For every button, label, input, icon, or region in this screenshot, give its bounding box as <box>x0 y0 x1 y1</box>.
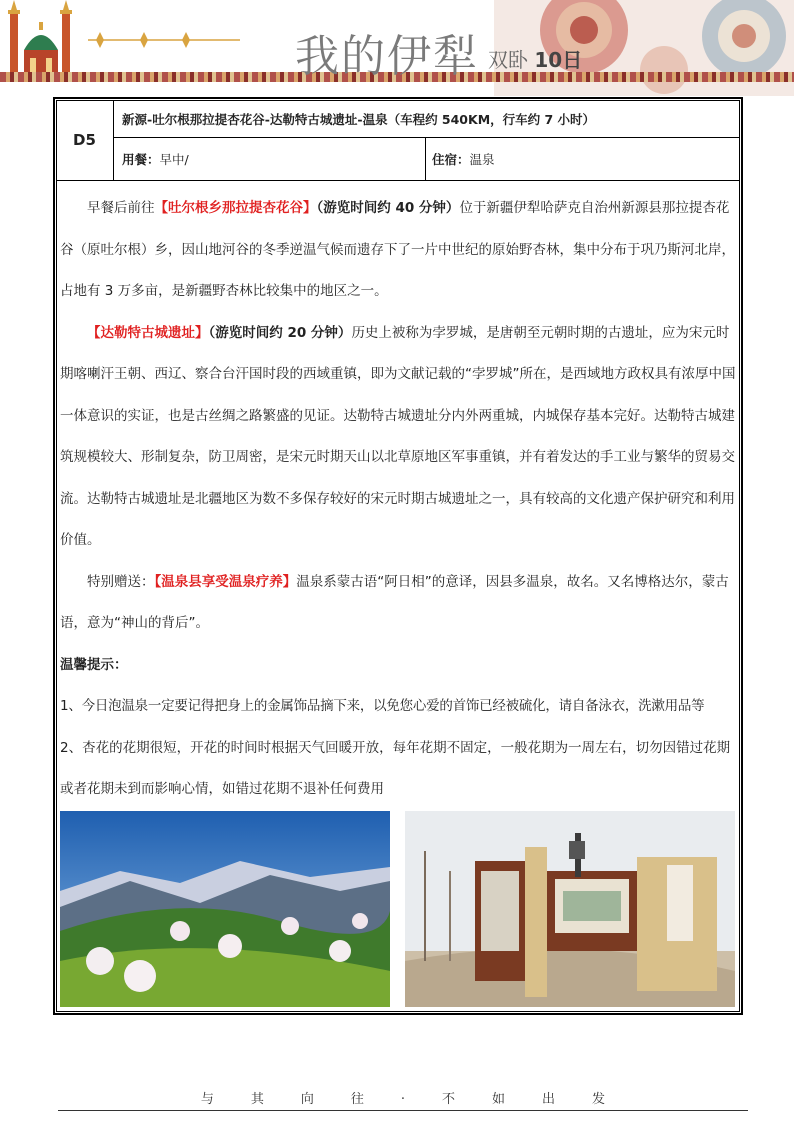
meals-cell <box>114 138 426 180</box>
p3-intro: 特别赠送： <box>87 573 155 590</box>
p1-time: （游览时间约 40 分钟） <box>316 200 460 216</box>
route-title: 新源-吐尔根那拉提杏花谷-达勒特古城遗址-温泉（车程约 540KM，行车约 7 小时） <box>114 100 740 138</box>
page-title: 我的伊犁 <box>295 31 479 82</box>
p1-highlight: 【吐尔根乡那拉提杏花谷】 <box>154 200 317 216</box>
tip-item-2: 2、杏花的花期很短，开花的时间时根据天气回暖开放，每年花期不固定，一般花期为一周左右，切勿因错过花期或者花期未到而影响心情，如错过花期不退补任何费用 <box>60 739 731 797</box>
stay-cell <box>426 138 740 180</box>
paragraph-hot-spring <box>60 562 736 645</box>
tip-item-1: 1、今日泡温泉一定要记得把身上的金属饰品摘下来，以免您心爱的首饰已经被硫化，请自备泳衣，洗漱用品等 <box>60 698 705 714</box>
stay-value: 温泉 <box>469 152 495 167</box>
itinerary-body <box>60 188 736 811</box>
p3-highlight: 【温泉县享受温泉疗养】 <box>154 573 297 590</box>
subtitle-prefix: 双卧 <box>488 48 528 72</box>
ancient-city-sign-photo <box>405 811 735 1007</box>
meals-label: 用餐： <box>122 152 160 167</box>
p3-text: 温泉系蒙古语“阿日相”的意译，因县多温泉，故名。又名博格达尔，蒙古语，意为“神山的背后”。 <box>60 573 729 631</box>
paragraph-apricot-valley <box>60 188 736 313</box>
day-label: D5 <box>56 100 114 180</box>
meals-value: 早中/ <box>159 152 189 167</box>
paragraph-ancient-city <box>60 313 736 562</box>
footer-divider <box>58 1110 748 1111</box>
p1-text: 位于新疆伊犁哈萨克自治州新源县那拉提杏花谷（原吐尔根）乡，因山地河谷的冬季逆温气候而遗存下了一片中世纪的原始野杏林，集中分布于巩乃斯河北岸，占地有 3 万多亩，是新疆野杏林比较集中的地区之一。 <box>60 200 735 299</box>
p2-time: （游览时间约 20 分钟） <box>208 324 352 341</box>
apricot-valley-photo <box>60 811 390 1007</box>
page-subtitle <box>488 44 582 73</box>
page-header <box>0 0 794 96</box>
row-divider <box>56 180 740 181</box>
subtitle-days: 10日 <box>534 48 583 72</box>
tips-title: 温馨提示： <box>60 656 128 673</box>
p2-highlight: 【达勒特古城遗址】 <box>87 324 209 341</box>
p1-intro: 早餐后前往 <box>87 200 155 216</box>
p2-text: 历史上被称为孛罗城，是唐朝至元朝时期的古遗址，应为宋元时期喀喇汗王朝、西辽、察合台汗国时段的西域重镇，即为文献记载的“孛罗城”所在，是西域地方政权具有浓厚中国一体意识的实证，也是古丝绸之路繁盛的见证。达勒特古城遗址分内外两重城，内城保存基本完好。达勒特古城建筑规模较大、形制复杂，防卫周密，是宋元时期天山以北草原地区军事重镇，并有着发达的手工业与繁华的贸易交流。达勒特古城遗址是北疆地区为数不多保存较好的宋元时期古城遗址之一，具有较高的文化遗产保护研究和利用价值。 <box>60 324 736 548</box>
footer-slogan: 与其向往·不如出发 <box>200 1092 643 1107</box>
stay-label: 住宿： <box>432 152 470 167</box>
